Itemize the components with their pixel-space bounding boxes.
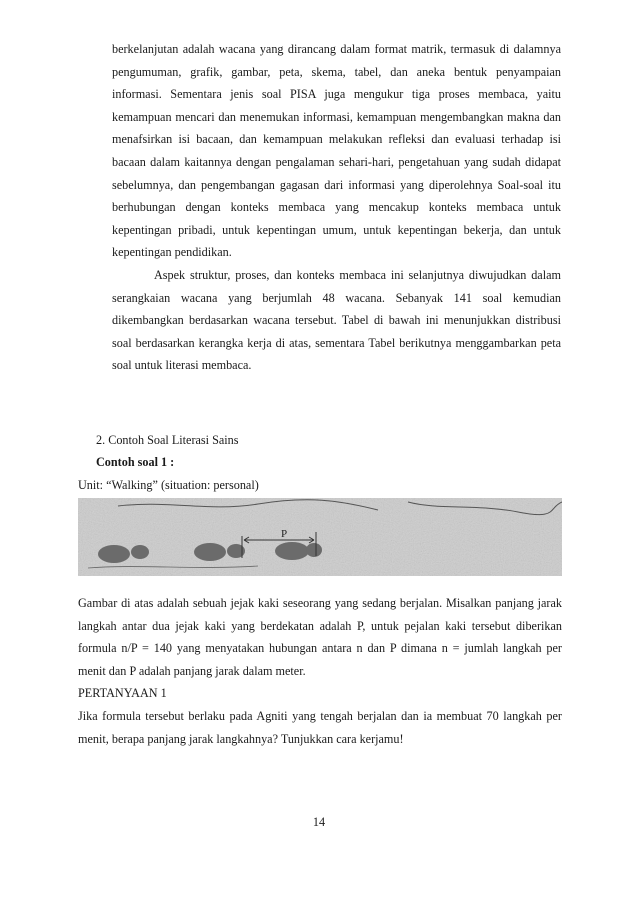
question-intro: Gambar di atas adalah sebuah jejak kaki seseorang yang sedang berjalan. Misalkan panjang jarak langkah antar dua jejak kaki yang berdekatan adalah P, untuk pejalan kaki tersebut diberikan formula n/P = 140 yang menyatakan hubungan antara n dan P dimana n = jumlah langkah per menit dan P adalah panjang jarak dalam meter. [78, 596, 562, 678]
footprints-illustration [78, 498, 562, 576]
page-number: 14 [312, 815, 326, 829]
figure-texture [78, 498, 562, 576]
paragraph-reading-processes: berkelanjutan adalah wacana yang dirancang dalam format matrik, termasuk di dalamnya pengumuman, grafik, gambar, peta, skema, tabel, dan aneka bentuk penyampaian informasi. Sementara jenis soal PISA juga mengukur tiga proses membaca, yaitu kemampuan mencari dan menemukan informasi, kemampuan mengembangkan makna dan menafsirkan isi bacaan, dan kemampuan melakukan refleksi dan evaluasi terhadap isi bacaan dalam kaitannya dengan pengalaman sehari-hari, pengetahuan yang sudah didapat sebelumnya, dan pengembangan gagasan dari informasi yang diperolehnya Soal-soal itu berhubungan dengan konteks membaca yang mencakup konteks membaca untuk kepentingan pribadi, untuk kepentingan umum, untuk kepentingan bekerja, dan untuk kepentingan pendidikan. [112, 42, 561, 260]
section-heading: 2. Contoh Soal Literasi Sains [96, 433, 239, 447]
paragraph-question-distribution: Aspek struktur, proses, dan konteks membaca ini selanjutnya diwujudkan dalam serangkaian wacana yang berjumlah 48 wacana. Sebanyak 141 soal kemudian dikembangkan berdasarkan wacana tersebut. Tabel di bawah ini menunjukkan distribusi soal berdasarkan kerangka kerja di atas, sementara Tabel berikutnya menggambarkan peta soal untuk literasi membaca. [112, 267, 561, 373]
unit-line: Unit: “Walking” (situation: personal) [78, 478, 259, 492]
question-block [78, 592, 562, 750]
question-title: PERTANYAAN 1 [78, 686, 167, 701]
example-heading: Contoh soal 1 : [96, 455, 175, 469]
step-length-label: P [281, 528, 288, 540]
footprints-figure [78, 498, 562, 576]
question-text: Jika formula tersebut berlaku pada Agniti yang tengah berjalan dan ia membuat 70 langkah per menit, berapa panjang jarak langkahnya? Tunjukkan cara kerjamu! [78, 708, 562, 746]
intro-text-block [112, 38, 561, 377]
